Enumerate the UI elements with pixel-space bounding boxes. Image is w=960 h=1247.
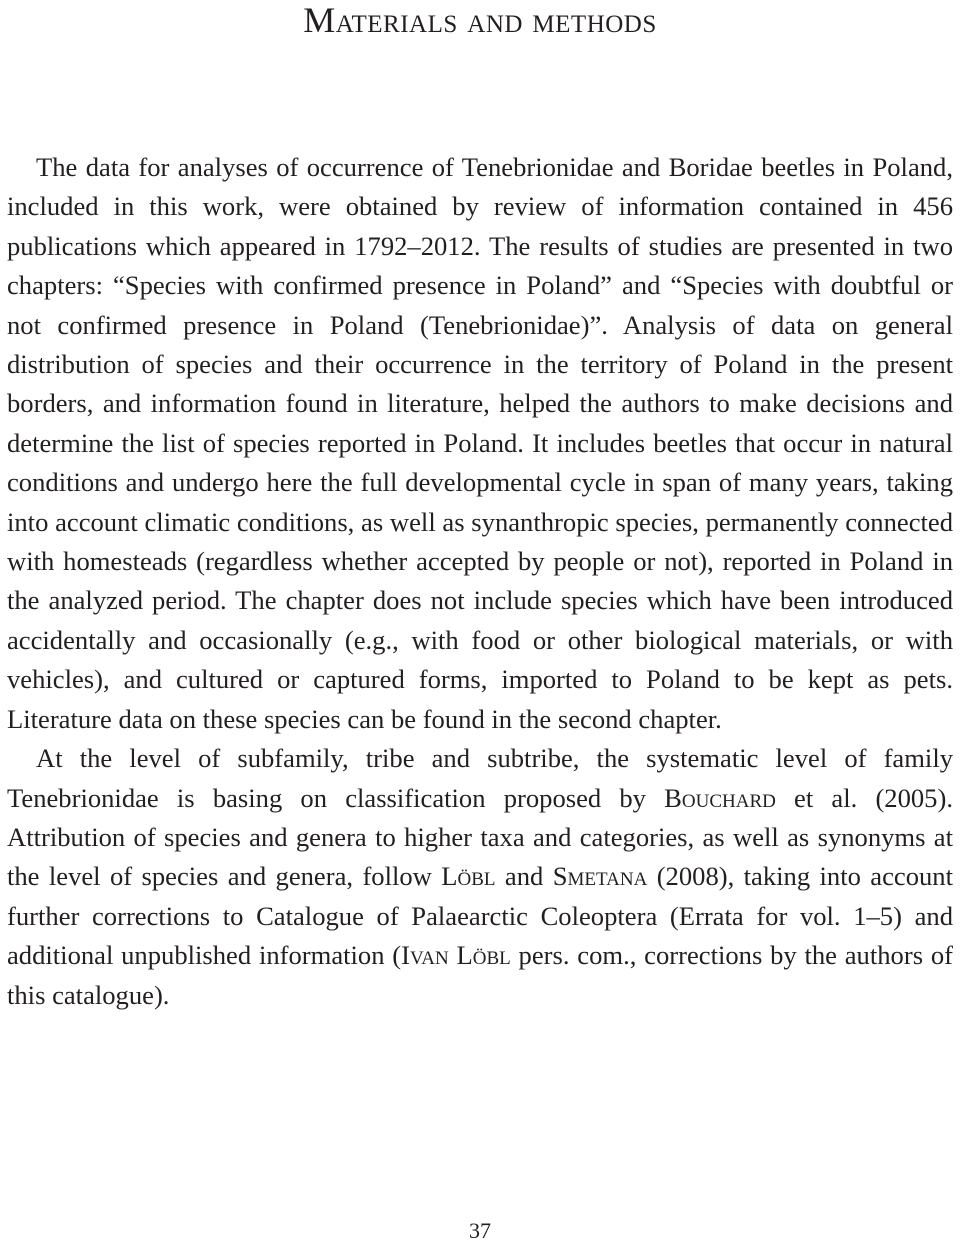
author-citation-bouchard: Bouchard [664, 782, 776, 813]
paragraph-text-segment: (2008), taking into account further corrections to Catalogue of Palaearctic Coleoptera (Errata for vol. 1–5) and additional unpublished information ( [7, 861, 953, 971]
body-text [7, 148, 953, 1015]
author-citation-lobl: Löbl [441, 861, 496, 892]
paragraph-classification [7, 739, 953, 1015]
section-heading: Materials and methods [303, 0, 657, 40]
author-citation-ivan-lobl: Ivan Löbl [401, 940, 511, 971]
author-citation-smetana: Smetana [552, 861, 648, 892]
paragraph-text-segment: At the level of subfamily, tribe and subtribe, the systematic level of family Tenebrionidae is basing on classification proposed by [7, 743, 953, 813]
paragraph-data-sources: The data for analyses of occurrence of Tenebrionidae and Boridae beetles in Poland, included in this work, were obtained by review of information contained in 456 publications which appeared in 1792–2012. The results of studies are presented in two chapters: “Species with confirmed presence in Poland” and “Species with doubtful or not confirmed presence in Poland (Tenebrionidae)”. Analysis of data on general distribution of species and their occurrence in the territory of Poland in the present borders, and information found in literature, helped the authors to make decisions and determine the list of species reported in Poland. It includes beetles that occur in natural conditions and undergo here the full developmental cycle in span of many years, taking into account climatic conditions, as well as synanthropic species, permanently connected with homesteads (regardless whether accepted by people or not), reported in Poland in the analyzed period. The chapter does not include species which have been introduced accidentally and occasionally (e.g., with food or other biological materials, or with vehicles), and cultured or captured forms, imported to Poland to be kept as pets. Literature data on these species can be found in the second chapter. [7, 152, 953, 734]
page-number: 37 [469, 1218, 491, 1243]
paragraph-text-segment: et al. (2005). Attribution of species and genera to higher taxa and categories, as well as synonyms at the level of species and genera, follow [7, 782, 953, 892]
paragraph-text-segment: pers. com., corrections by the authors of this catalogue). [7, 940, 953, 1010]
paragraph-text-segment: and [495, 861, 553, 892]
